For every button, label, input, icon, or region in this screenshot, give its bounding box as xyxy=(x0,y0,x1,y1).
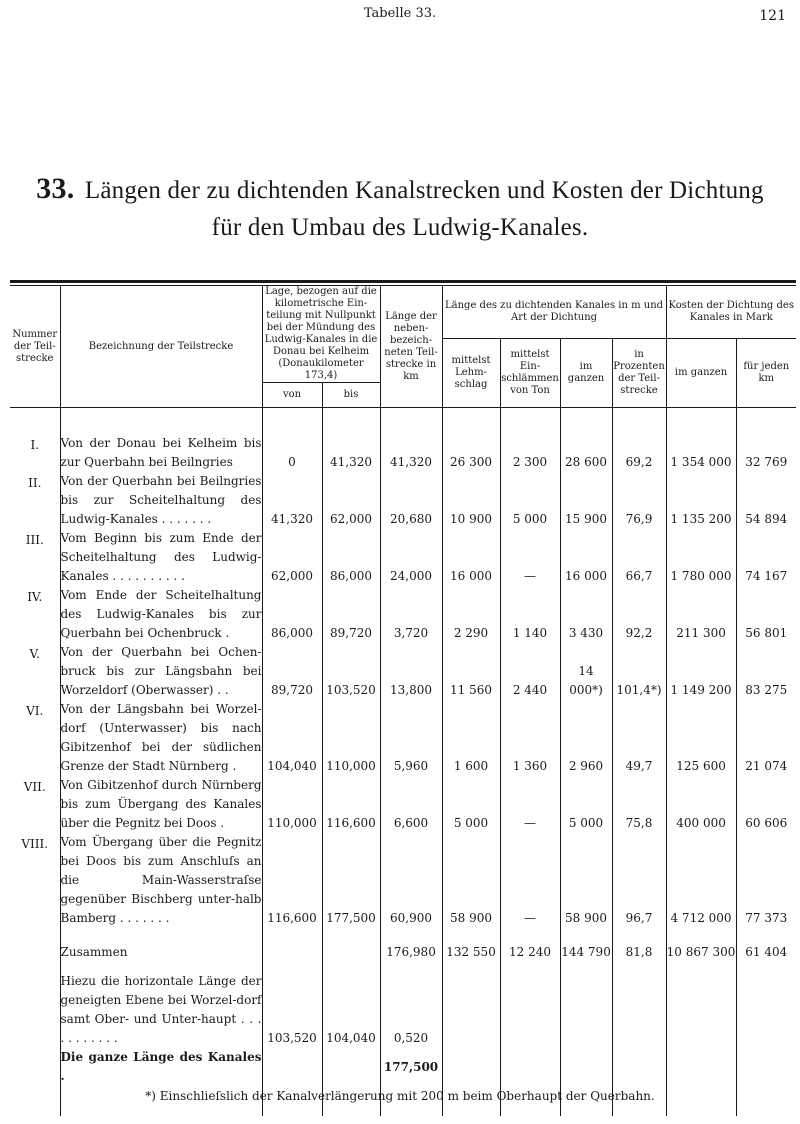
col-header-von: von xyxy=(262,383,322,408)
row-description: Vom Ende der Scheitelhaltung des Ludwig-Kanales bis zur Querbahn bei Ochenbruck . xyxy=(60,586,262,643)
cell-prozent: 76,9 xyxy=(612,472,666,529)
table-row xyxy=(10,700,796,776)
cell-laenge: 13,800 xyxy=(380,643,442,700)
running-header: Tabelle 33. xyxy=(363,6,437,21)
total-prozent: 81,8 xyxy=(612,928,666,962)
cell-kosten: 211 300 xyxy=(666,586,736,643)
cell-bis: 177,500 xyxy=(322,833,380,928)
extra-row xyxy=(10,962,796,1048)
table-title-line2: für den Umbau des Ludwig-Kanales. xyxy=(211,214,589,241)
cell-bis: 41,320 xyxy=(322,434,380,472)
extra-bis: 104,040 xyxy=(322,962,380,1048)
cell-von: 86,000 xyxy=(262,586,322,643)
total-ton: 12 240 xyxy=(500,928,560,962)
cell-laenge: 6,600 xyxy=(380,776,442,833)
cell-kosten-km: 60 606 xyxy=(745,816,788,830)
cell-ton: — xyxy=(500,776,560,833)
row-number: IV. xyxy=(10,586,60,643)
table-row xyxy=(10,472,796,529)
row-description: Vom Übergang über die Pegnitz bei Doos bis zum Anschluſs an die Main-Wasserstraſse gegenüber Bischberg unter-halb Bamberg . . . . . . . xyxy=(60,833,262,928)
cost-table xyxy=(10,286,796,1116)
cell-ganzen: 15 900 xyxy=(560,472,612,529)
row-number: II. xyxy=(10,472,60,529)
cell-ganzen: 5 000 xyxy=(560,776,612,833)
cell-lehm: 11 560 xyxy=(442,643,500,700)
cell-kosten-km: 74 167 xyxy=(745,569,788,583)
cell-kosten: 4 712 000 xyxy=(666,833,736,928)
cell-laenge: 41,320 xyxy=(380,434,442,472)
cell-bis: 86,000 xyxy=(322,529,380,586)
col-header-lehm: mittelst Lehm-schlag xyxy=(442,339,500,408)
cell-prozent: 75,8 xyxy=(612,776,666,833)
cell-kosten: 1 354 000 xyxy=(666,434,736,472)
cell-kosten-km: 32 769 xyxy=(745,455,788,469)
cell-lehm: 16 000 xyxy=(442,529,500,586)
row-description: Von der Querbahn bei Ochen-bruck bis zur Längsbahn bei Worzeldorf (Oberwasser) . . xyxy=(60,643,262,700)
extra-description: Hiezu die horizontale Länge der geneigten Ebene bei Worzel-dorf samt Ober- und Unter-haupt . . . . . . . . . . . xyxy=(60,962,262,1048)
cell-kosten-km: 83 275 xyxy=(745,683,788,697)
table-row xyxy=(10,833,796,928)
cell-prozent: 66,7 xyxy=(612,529,666,586)
table-row xyxy=(10,586,796,643)
top-rule xyxy=(10,280,796,283)
col-header-ton: mittelst Ein-schlämmen von Ton xyxy=(500,339,560,408)
col-header-laenge-group: Länge des zu dichtenden Kanales in m und Art der Dichtung xyxy=(442,286,666,339)
col-header-kosten-group: Kosten der Dichtung des Kanales in Mark xyxy=(666,286,796,339)
cell-kosten-km: 21 074 xyxy=(745,759,788,773)
cell-ton: 2 300 xyxy=(500,434,560,472)
extra-von: 103,520 xyxy=(262,962,322,1048)
cell-kosten: 1 135 200 xyxy=(666,472,736,529)
cell-von: 110,000 xyxy=(262,776,322,833)
cell-prozent: 92,2 xyxy=(612,586,666,643)
cell-lehm: 10 900 xyxy=(442,472,500,529)
table-row xyxy=(10,643,796,700)
col-header-kosten-ganzen: im ganzen xyxy=(666,339,736,408)
row-description: Von der Querbahn bei Beilngries bis zur Scheitelhaltung des Ludwig-Kanales . . . . . . . xyxy=(60,472,262,529)
cell-kosten-km: 77 373 xyxy=(745,911,788,925)
cell-laenge: 24,000 xyxy=(380,529,442,586)
col-header-bis: bis xyxy=(322,383,380,408)
row-description: Von Gibitzenhof durch Nürnberg bis zum Übergang des Kanales über die Pegnitz bei Doos . xyxy=(60,776,262,833)
cell-bis: 116,600 xyxy=(322,776,380,833)
cell-ton: 2 440 xyxy=(500,643,560,700)
cell-laenge: 20,680 xyxy=(380,472,442,529)
cell-lehm: 2 290 xyxy=(442,586,500,643)
cell-laenge: 5,960 xyxy=(380,700,442,776)
grand-total-row xyxy=(10,1048,796,1086)
col-header-nummer: Nummer der Teil-strecke xyxy=(10,286,60,408)
row-number: V. xyxy=(10,643,60,700)
cell-bis: 110,000 xyxy=(322,700,380,776)
row-description: Vom Beginn bis zum Ende der Scheitelhaltung des Ludwig-Kanales . . . . . . . . . . xyxy=(60,529,262,586)
total-kosten-km: 61 404 xyxy=(745,945,788,959)
cell-kosten: 125 600 xyxy=(666,700,736,776)
cell-von: 62,000 xyxy=(262,529,322,586)
total-label: Zusammen xyxy=(60,928,262,962)
col-header-bezeichnung: Bezeichnung der Teilstrecke xyxy=(60,286,262,408)
page-number: 121 xyxy=(759,8,786,24)
cell-kosten-km: 54 894 xyxy=(745,512,788,526)
cell-bis: 89,720 xyxy=(322,586,380,643)
total-lehm: 132 550 xyxy=(442,928,500,962)
col-header-kosten-km: für jeden km xyxy=(736,339,796,408)
cell-ton: 1 360 xyxy=(500,700,560,776)
cell-prozent: 101,4*) xyxy=(612,643,666,700)
cell-ganzen: 58 900 xyxy=(560,833,612,928)
col-header-laenge-neben: Länge der neben-bezeich-neten Teil-strecke in km xyxy=(380,286,442,408)
cell-prozent: 96,7 xyxy=(612,833,666,928)
cell-ton: — xyxy=(500,833,560,928)
extra-laenge: 0,520 xyxy=(380,962,442,1048)
cell-ton: 5 000 xyxy=(500,472,560,529)
col-header-lage: Lage, bezogen auf die kilometrische Ein-teilung mit Nullpunkt bei der Mündung des Ludwig-Kanales in die Donau bei Kelheim (Donaukilometer 173,4) xyxy=(262,286,380,383)
cell-kosten: 1 780 000 xyxy=(666,529,736,586)
total-kosten: 10 867 300 xyxy=(666,928,736,962)
cell-ganzen: 14 000*) xyxy=(560,643,612,700)
cell-kosten-km: 56 801 xyxy=(745,626,788,640)
table-row xyxy=(10,434,796,472)
cell-von: 116,600 xyxy=(262,833,322,928)
cell-von: 41,320 xyxy=(262,472,322,529)
cell-ganzen: 16 000 xyxy=(560,529,612,586)
total-row xyxy=(10,928,796,962)
row-number: VIII. xyxy=(10,833,60,928)
row-number: I. xyxy=(10,434,60,472)
col-header-im-ganzen: im ganzen xyxy=(560,339,612,408)
table-row xyxy=(10,529,796,586)
total-ganzen: 144 790 xyxy=(560,928,612,962)
title-text-line1: Längen der zu dichtenden Kanalstrecken und Kosten der Dichtung xyxy=(84,177,764,204)
cell-von: 89,720 xyxy=(262,643,322,700)
row-number: III. xyxy=(10,529,60,586)
cell-ton: 1 140 xyxy=(500,586,560,643)
cell-ganzen: 3 430 xyxy=(560,586,612,643)
cell-lehm: 1 600 xyxy=(442,700,500,776)
cell-ganzen: 2 960 xyxy=(560,700,612,776)
cell-prozent: 69,2 xyxy=(612,434,666,472)
row-description: Von der Donau bei Kelheim bis zur Querbahn bei Beilngries xyxy=(60,434,262,472)
cell-lehm: 26 300 xyxy=(442,434,500,472)
cell-ganzen: 28 600 xyxy=(560,434,612,472)
cell-bis: 62,000 xyxy=(322,472,380,529)
row-number: VII. xyxy=(10,776,60,833)
footnote: *) Einschlieſslich der Kanalverlängerung mit 200 m beim Oberhaupt der Querbahn. xyxy=(145,1089,655,1103)
grand-total-laenge: 177,500 xyxy=(380,1048,442,1086)
cell-laenge: 60,900 xyxy=(380,833,442,928)
grand-total-label: Die ganze Länge des Kanales . xyxy=(60,1048,262,1086)
table-title-line1 xyxy=(0,172,800,206)
table-number: 33. xyxy=(36,172,75,205)
cell-von: 104,040 xyxy=(262,700,322,776)
row-description: Von der Längsbahn bei Worzel-dorf (Unterwasser) bis nach Gibitzenhof bei der südlichen Grenze der Stadt Nürnberg . xyxy=(60,700,262,776)
cell-bis: 103,520 xyxy=(322,643,380,700)
cell-lehm: 58 900 xyxy=(442,833,500,928)
total-laenge: 176,980 xyxy=(380,928,442,962)
cell-ton: — xyxy=(500,529,560,586)
cell-lehm: 5 000 xyxy=(442,776,500,833)
row-number: VI. xyxy=(10,700,60,776)
cell-laenge: 3,720 xyxy=(380,586,442,643)
cell-kosten: 1 149 200 xyxy=(666,643,736,700)
cell-kosten: 400 000 xyxy=(666,776,736,833)
cell-von: 0 xyxy=(262,434,322,472)
table-row xyxy=(10,776,796,833)
col-header-prozent: in Prozenten der Teil-strecke xyxy=(612,339,666,408)
cell-prozent: 49,7 xyxy=(612,700,666,776)
